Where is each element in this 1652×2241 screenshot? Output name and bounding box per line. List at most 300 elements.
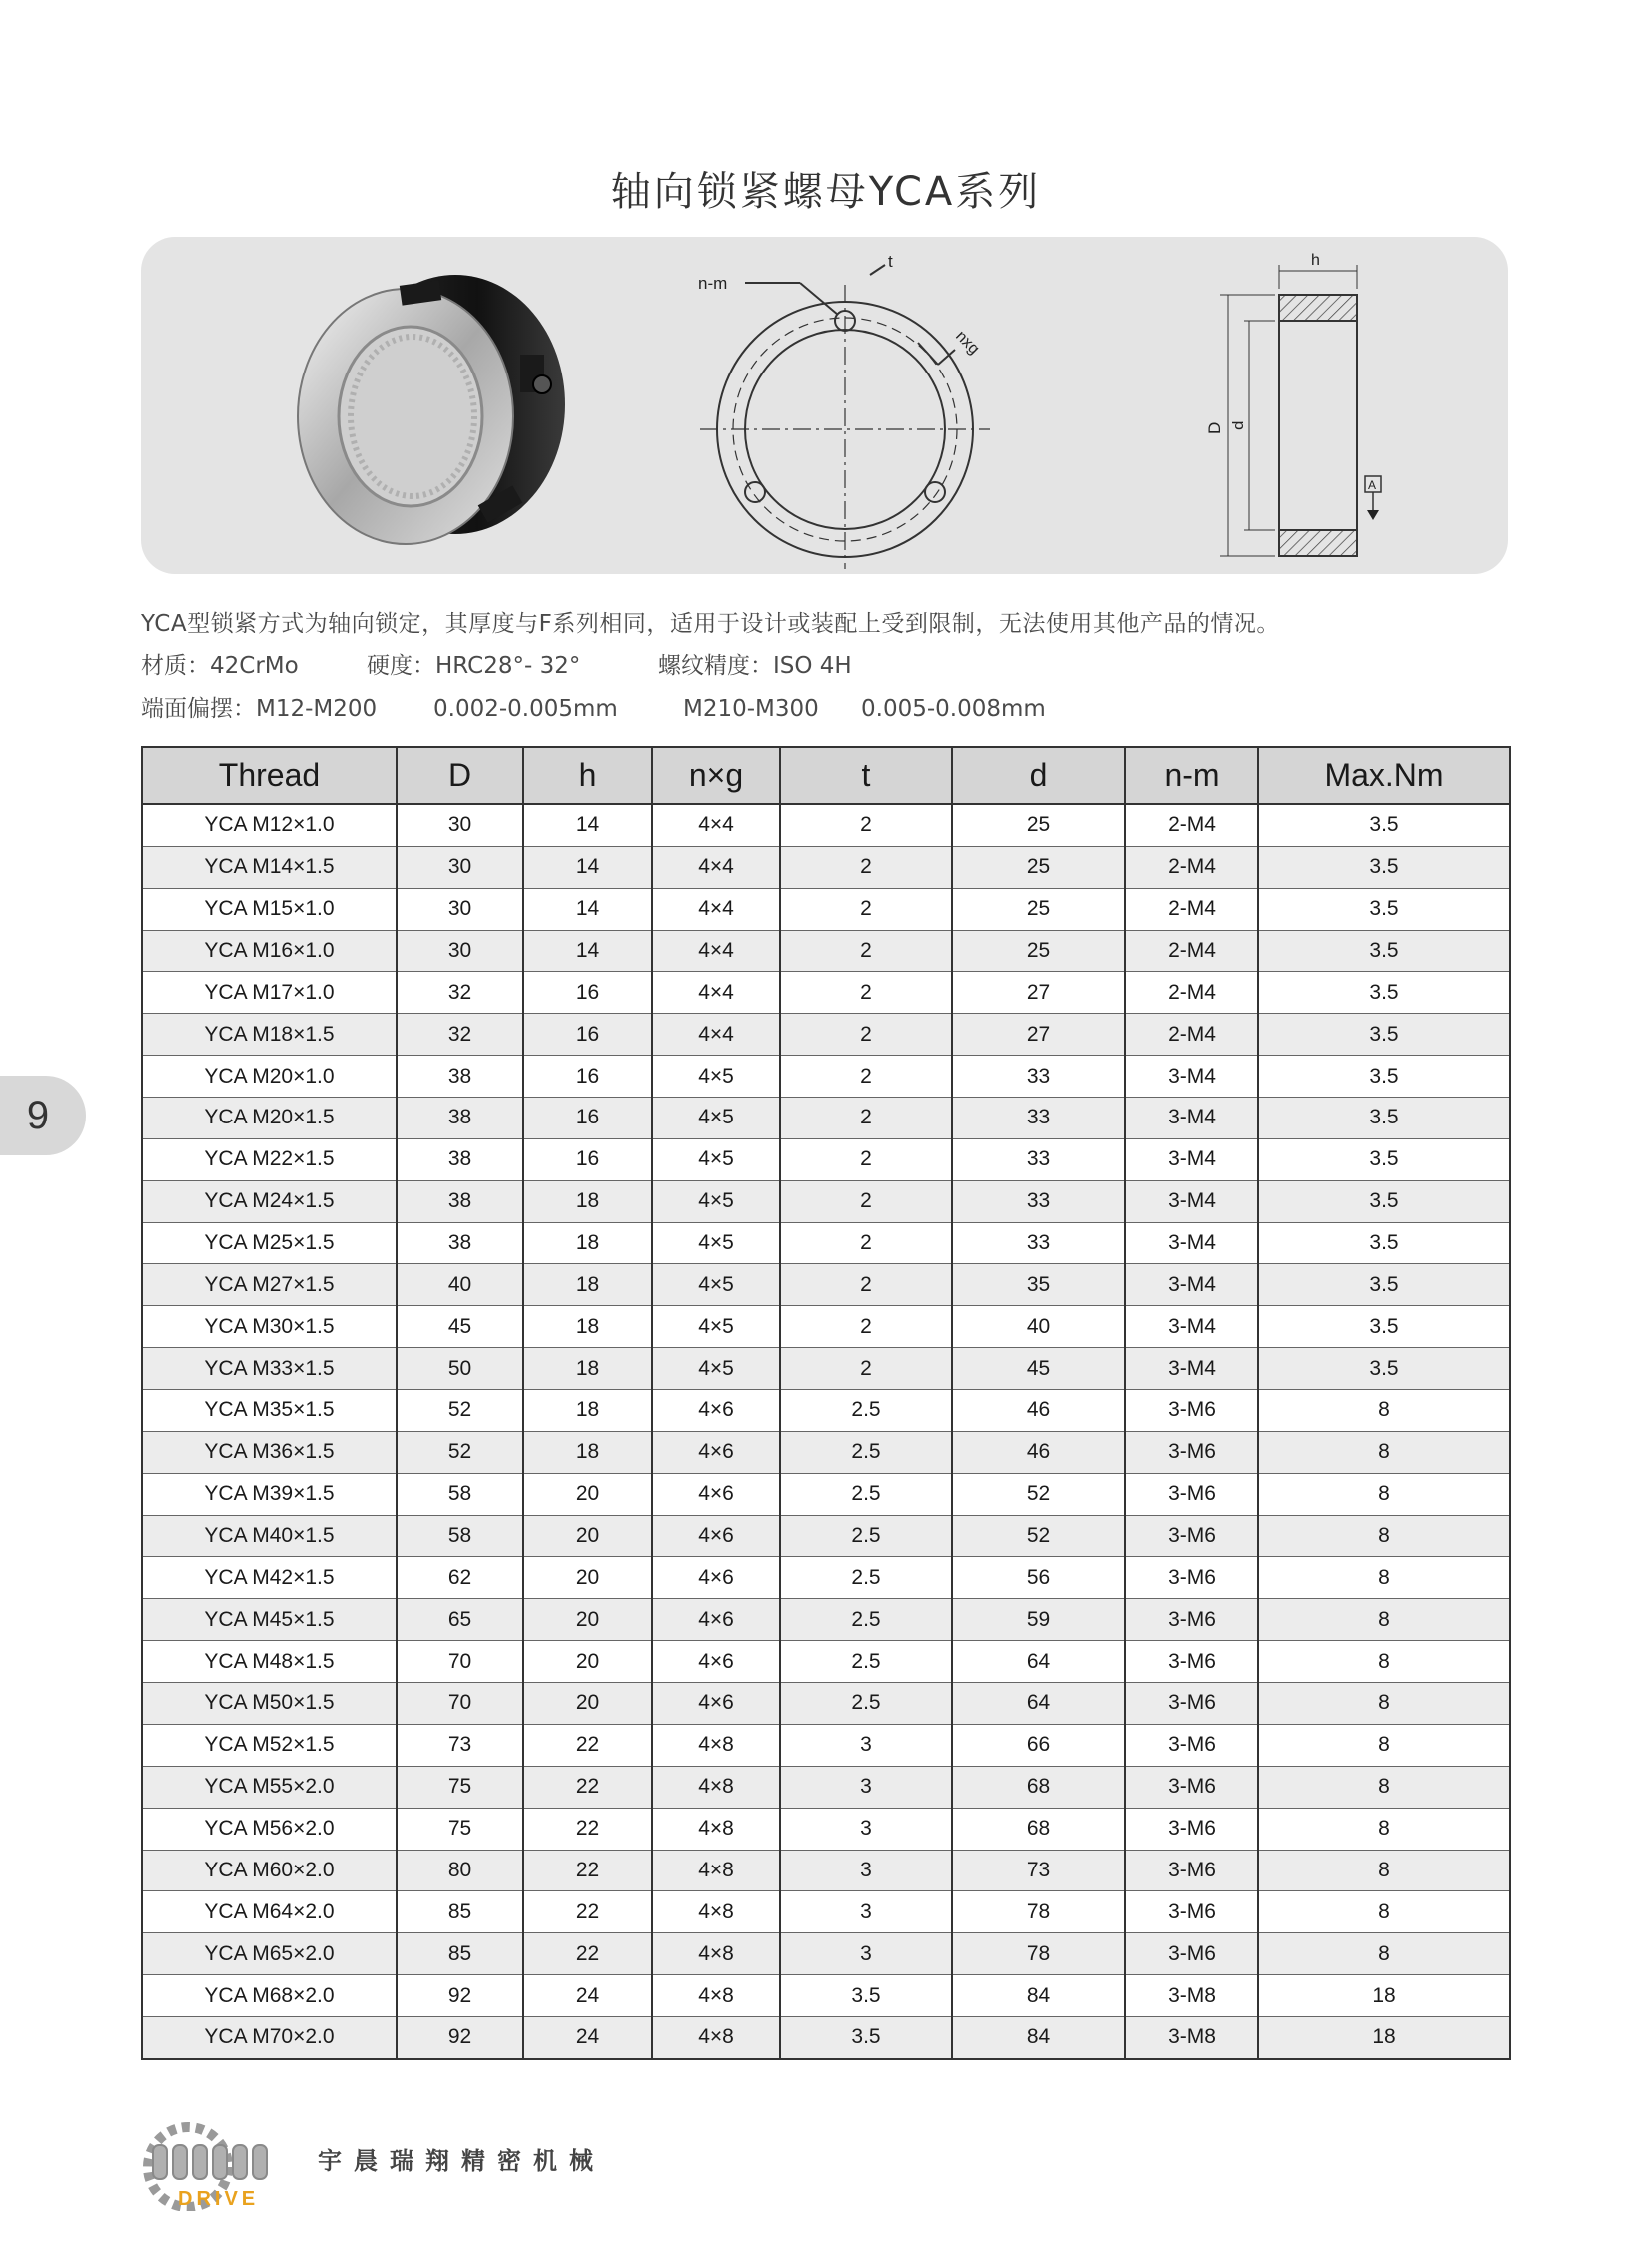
table-cell: 18 [523, 1264, 652, 1306]
table-cell: 18 [523, 1431, 652, 1473]
table-cell: 4×8 [652, 1975, 780, 2017]
table-cell: 38 [397, 1138, 523, 1180]
table-row [142, 1431, 1510, 1473]
table-cell: 3-M4 [1125, 1348, 1258, 1390]
table-cell: 68 [952, 1766, 1125, 1808]
table-cell: 27 [952, 1014, 1125, 1056]
table-cell: 2.5 [780, 1599, 952, 1641]
table-cell: 2-M4 [1125, 930, 1258, 972]
table-cell: 40 [952, 1306, 1125, 1348]
table-cell: 62 [397, 1557, 523, 1599]
table-cell: 4×4 [652, 804, 780, 846]
table-cell: 14 [523, 930, 652, 972]
table-cell: 64 [952, 1683, 1125, 1725]
table-cell: YCA M64×2.0 [142, 1891, 397, 1933]
table-row [142, 1014, 1510, 1056]
table-cell: 18 [1258, 1975, 1510, 2017]
table-cell: 2.5 [780, 1683, 952, 1725]
table-cell: 8 [1258, 1599, 1510, 1641]
table-cell: 2 [780, 1180, 952, 1222]
column-header: n-m [1125, 747, 1258, 804]
table-cell: 22 [523, 1933, 652, 1975]
table-cell: 2 [780, 1222, 952, 1264]
table-cell: 68 [952, 1808, 1125, 1850]
table-cell: 33 [952, 1138, 1125, 1180]
table-cell: 33 [952, 1098, 1125, 1139]
table-cell: 20 [523, 1683, 652, 1725]
table-cell: 3.5 [780, 2016, 952, 2059]
table-cell: 3-M4 [1125, 1056, 1258, 1098]
table-cell: YCA M56×2.0 [142, 1808, 397, 1850]
table-cell: 52 [397, 1431, 523, 1473]
thread-precision-text: 螺纹精度：ISO 4H [658, 653, 852, 679]
table-row [142, 1599, 1510, 1641]
table-cell: YCA M42×1.5 [142, 1557, 397, 1599]
table-row [142, 1850, 1510, 1891]
table-cell: 4×5 [652, 1098, 780, 1139]
lock-nut-photo [281, 257, 580, 556]
drive-logo [128, 2115, 308, 2211]
table-row [142, 1348, 1510, 1390]
table-cell: 22 [523, 1766, 652, 1808]
table-row [142, 1180, 1510, 1222]
table-cell: 4×5 [652, 1180, 780, 1222]
column-header: n×g [652, 747, 780, 804]
table-row [142, 1724, 1510, 1766]
table-cell: 3-M4 [1125, 1222, 1258, 1264]
table-cell: 18 [1258, 2016, 1510, 2059]
table-cell: 46 [952, 1431, 1125, 1473]
table-row [142, 930, 1510, 972]
table-cell: 3.5 [1258, 888, 1510, 930]
table-cell: 3.5 [1258, 1056, 1510, 1098]
table-cell: 8 [1258, 1390, 1510, 1432]
table-cell: 2 [780, 846, 952, 888]
table-cell: 14 [523, 804, 652, 846]
table-cell: 3.5 [1258, 972, 1510, 1014]
table-cell: 78 [952, 1891, 1125, 1933]
table-cell: 2-M4 [1125, 972, 1258, 1014]
table-cell: 92 [397, 2016, 523, 2059]
front-view-drawing [670, 245, 1010, 574]
table-cell: 4×8 [652, 1766, 780, 1808]
table-cell: 38 [397, 1180, 523, 1222]
table-cell: 2 [780, 888, 952, 930]
table-cell: 4×4 [652, 1014, 780, 1056]
table-cell: 16 [523, 1014, 652, 1056]
table-cell: 66 [952, 1724, 1125, 1766]
label-A: A [1368, 478, 1377, 492]
table-cell: 8 [1258, 1473, 1510, 1515]
column-header: t [780, 747, 952, 804]
table-cell: 2 [780, 1138, 952, 1180]
table-cell: 3.5 [1258, 804, 1510, 846]
table-cell: 3-M6 [1125, 1766, 1258, 1808]
table-cell: 20 [523, 1515, 652, 1557]
table-cell: 3 [780, 1766, 952, 1808]
table-cell: 14 [523, 888, 652, 930]
table-cell: 18 [523, 1306, 652, 1348]
table-cell: 3.5 [780, 1975, 952, 2017]
table-cell: 3 [780, 1724, 952, 1766]
table-cell: 16 [523, 1138, 652, 1180]
table-cell: 8 [1258, 1891, 1510, 1933]
table-cell: 64 [952, 1641, 1125, 1683]
table-cell: 4×6 [652, 1641, 780, 1683]
table-cell: 4×8 [652, 2016, 780, 2059]
table-cell: YCA M65×2.0 [142, 1933, 397, 1975]
table-cell: 25 [952, 804, 1125, 846]
table-row [142, 846, 1510, 888]
table-cell: 20 [523, 1473, 652, 1515]
table-cell: 4×5 [652, 1264, 780, 1306]
table-cell: 65 [397, 1599, 523, 1641]
table-row [142, 1390, 1510, 1432]
label-h: h [1311, 252, 1320, 269]
table-cell: 16 [523, 1056, 652, 1098]
column-header: h [523, 747, 652, 804]
table-cell: 2.5 [780, 1431, 952, 1473]
spec-line-material [141, 647, 852, 680]
table-cell: YCA M16×1.0 [142, 930, 397, 972]
table-row [142, 1808, 1510, 1850]
table-cell: 92 [397, 1975, 523, 2017]
table-cell: 20 [523, 1599, 652, 1641]
section-view-drawing [1200, 245, 1399, 574]
table-cell: 18 [523, 1180, 652, 1222]
table-cell: 8 [1258, 1808, 1510, 1850]
table-cell: 58 [397, 1473, 523, 1515]
table-cell: 4×6 [652, 1557, 780, 1599]
table-row [142, 1933, 1510, 1975]
table-cell: 20 [523, 1641, 652, 1683]
table-row [142, 1641, 1510, 1683]
table-cell: YCA M55×2.0 [142, 1766, 397, 1808]
table-cell: 3.5 [1258, 1014, 1510, 1056]
table-cell: 27 [952, 972, 1125, 1014]
table-cell: 2 [780, 1014, 952, 1056]
table-cell: 8 [1258, 1933, 1510, 1975]
table-cell: 3-M6 [1125, 1641, 1258, 1683]
table-cell: 3 [780, 1850, 952, 1891]
column-header: Thread [142, 747, 397, 804]
table-cell: 8 [1258, 1641, 1510, 1683]
table-cell: 4×5 [652, 1222, 780, 1264]
table-cell: 58 [397, 1515, 523, 1557]
table-cell: YCA M33×1.5 [142, 1348, 397, 1390]
table-cell: YCA M60×2.0 [142, 1850, 397, 1891]
table-cell: 73 [952, 1850, 1125, 1891]
table-cell: 33 [952, 1222, 1125, 1264]
table-row [142, 1306, 1510, 1348]
table-cell: 2 [780, 1306, 952, 1348]
table-cell: 3-M6 [1125, 1557, 1258, 1599]
table-cell: 3-M6 [1125, 1683, 1258, 1725]
table-cell: YCA M39×1.5 [142, 1473, 397, 1515]
table-cell: YCA M22×1.5 [142, 1138, 397, 1180]
table-cell: 18 [523, 1348, 652, 1390]
table-cell: 85 [397, 1933, 523, 1975]
table-cell: 45 [952, 1348, 1125, 1390]
page-title: 轴向锁紧螺母YCA系列 [610, 169, 1042, 215]
table-cell: 14 [523, 846, 652, 888]
table-cell: 25 [952, 930, 1125, 972]
table-cell: 3-M6 [1125, 1515, 1258, 1557]
table-cell: YCA M40×1.5 [142, 1515, 397, 1557]
spec-line-runout [141, 690, 1046, 723]
table-cell: 8 [1258, 1515, 1510, 1557]
table-row [142, 1473, 1510, 1515]
table-cell: 52 [952, 1515, 1125, 1557]
table-cell: 4×5 [652, 1306, 780, 1348]
table-cell: 25 [952, 846, 1125, 888]
table-cell: 4×6 [652, 1390, 780, 1432]
table-cell: 70 [397, 1641, 523, 1683]
table-cell: 2.5 [780, 1557, 952, 1599]
table-cell: 2 [780, 1264, 952, 1306]
table-cell: 3.5 [1258, 1222, 1510, 1264]
table-cell: 24 [523, 1975, 652, 2017]
table-row [142, 1557, 1510, 1599]
table-cell: 3 [780, 1891, 952, 1933]
table-cell: 46 [952, 1390, 1125, 1432]
table-cell: 4×6 [652, 1515, 780, 1557]
table-cell: 18 [523, 1222, 652, 1264]
table-cell: 2.5 [780, 1473, 952, 1515]
runout-large-range: M210-M300 [683, 696, 819, 722]
table-cell: 75 [397, 1766, 523, 1808]
table-cell: 22 [523, 1808, 652, 1850]
table-cell: 75 [397, 1808, 523, 1850]
table-cell: 32 [397, 1014, 523, 1056]
table-cell: 80 [397, 1850, 523, 1891]
table-header-row [142, 747, 1510, 804]
table-cell: 4×6 [652, 1683, 780, 1725]
table-cell: YCA M18×1.5 [142, 1014, 397, 1056]
table-cell: 3-M4 [1125, 1264, 1258, 1306]
table-cell: 3-M4 [1125, 1180, 1258, 1222]
table-cell: 2.5 [780, 1641, 952, 1683]
table-cell: 84 [952, 2016, 1125, 2059]
table-cell: 2 [780, 804, 952, 846]
table-row [142, 1683, 1510, 1725]
table-cell: 2-M4 [1125, 804, 1258, 846]
table-cell: 2 [780, 930, 952, 972]
table-cell: 52 [397, 1390, 523, 1432]
runout-small: 0.002-0.005mm [433, 696, 618, 722]
table-cell: YCA M48×1.5 [142, 1641, 397, 1683]
table-cell: 3-M6 [1125, 1724, 1258, 1766]
table-cell: 4×8 [652, 1724, 780, 1766]
table-cell: YCA M20×1.5 [142, 1098, 397, 1139]
table-cell: 3.5 [1258, 1180, 1510, 1222]
table-cell: 3.5 [1258, 846, 1510, 888]
table-cell: 4×4 [652, 930, 780, 972]
table-cell: 3-M6 [1125, 1390, 1258, 1432]
table-cell: 4×6 [652, 1431, 780, 1473]
table-cell: YCA M45×1.5 [142, 1599, 397, 1641]
table-cell: YCA M68×2.0 [142, 1975, 397, 2017]
table-row [142, 1766, 1510, 1808]
table-cell: 78 [952, 1933, 1125, 1975]
table-cell: 25 [952, 888, 1125, 930]
table-cell: 33 [952, 1180, 1125, 1222]
table-cell: 16 [523, 972, 652, 1014]
table-cell: 45 [397, 1306, 523, 1348]
table-cell: 40 [397, 1264, 523, 1306]
table-cell: 3-M4 [1125, 1098, 1258, 1139]
table-cell: 3-M6 [1125, 1933, 1258, 1975]
runout-label: 端面偏摆：M12-M200 [141, 696, 378, 722]
table-cell: 2 [780, 1056, 952, 1098]
material-text: 材质：42CrMo [141, 653, 299, 679]
table-cell: 4×8 [652, 1850, 780, 1891]
table-cell: 8 [1258, 1557, 1510, 1599]
table-cell: 33 [952, 1056, 1125, 1098]
table-cell: 4×5 [652, 1348, 780, 1390]
description-text: YCA型锁紧方式为轴向锁定，其厚度与F系列相同，适用于设计或装配上受到限制，无法使用其他产品的情况。 [141, 611, 1280, 637]
table-cell: 3-M6 [1125, 1599, 1258, 1641]
table-cell: 4×8 [652, 1933, 780, 1975]
table-cell: YCA M12×1.0 [142, 804, 397, 846]
table-cell: 38 [397, 1098, 523, 1139]
table-row [142, 1515, 1510, 1557]
table-cell: 18 [523, 1390, 652, 1432]
table-cell: 30 [397, 930, 523, 972]
table-cell: YCA M52×1.5 [142, 1724, 397, 1766]
table-cell: 8 [1258, 1683, 1510, 1725]
table-cell: 2-M4 [1125, 1014, 1258, 1056]
table-row [142, 1975, 1510, 2017]
table-cell: 3-M6 [1125, 1891, 1258, 1933]
table-cell: 22 [523, 1724, 652, 1766]
table-cell: 3-M6 [1125, 1808, 1258, 1850]
table-row [142, 888, 1510, 930]
table-cell: YCA M15×1.0 [142, 888, 397, 930]
table-cell: 56 [952, 1557, 1125, 1599]
table-cell: 2 [780, 972, 952, 1014]
product-figure-panel [141, 237, 1508, 574]
table-cell: 8 [1258, 1850, 1510, 1891]
table-cell: 3-M6 [1125, 1850, 1258, 1891]
table-cell: 8 [1258, 1724, 1510, 1766]
table-cell: YCA M36×1.5 [142, 1431, 397, 1473]
table-cell: 2.5 [780, 1515, 952, 1557]
table-cell: 2-M4 [1125, 846, 1258, 888]
table-row [142, 1891, 1510, 1933]
table-cell: 2-M4 [1125, 888, 1258, 930]
table-cell: 2 [780, 1098, 952, 1139]
table-cell: 35 [952, 1264, 1125, 1306]
table-cell: 84 [952, 1975, 1125, 2017]
table-cell: 3-M4 [1125, 1138, 1258, 1180]
label-t: t [888, 252, 893, 271]
label-d: d [1229, 420, 1247, 430]
table-cell: YCA M25×1.5 [142, 1222, 397, 1264]
table-row [142, 1222, 1510, 1264]
table-cell: YCA M17×1.0 [142, 972, 397, 1014]
table-cell: 3.5 [1258, 930, 1510, 972]
table-row [142, 1138, 1510, 1180]
table-cell: 3.5 [1258, 1306, 1510, 1348]
table-cell: 73 [397, 1724, 523, 1766]
table-row [142, 1098, 1510, 1139]
table-cell: 3.5 [1258, 1348, 1510, 1390]
table-cell: 22 [523, 1891, 652, 1933]
table-cell: YCA M30×1.5 [142, 1306, 397, 1348]
table-cell: 8 [1258, 1766, 1510, 1808]
table-cell: 4×5 [652, 1138, 780, 1180]
table-cell: 52 [952, 1473, 1125, 1515]
table-cell: YCA M14×1.5 [142, 846, 397, 888]
table-cell: 38 [397, 1056, 523, 1098]
table-row [142, 1056, 1510, 1098]
table-row [142, 1264, 1510, 1306]
table-cell: YCA M35×1.5 [142, 1390, 397, 1432]
table-cell: 38 [397, 1222, 523, 1264]
label-n-m: n-m [698, 274, 728, 293]
table-cell: 16 [523, 1098, 652, 1139]
table-cell: 24 [523, 2016, 652, 2059]
table-cell: 22 [523, 1850, 652, 1891]
table-cell: 3-M8 [1125, 1975, 1258, 2017]
table-row [142, 804, 1510, 846]
table-cell: 8 [1258, 1431, 1510, 1473]
table-cell: 30 [397, 888, 523, 930]
table-cell: YCA M70×2.0 [142, 2016, 397, 2059]
column-header: d [952, 747, 1125, 804]
table-cell: 3.5 [1258, 1138, 1510, 1180]
company-name: 宇晨瑞翔精密机械 [318, 2147, 605, 2175]
hardness-text: 硬度：HRC28°- 32° [367, 653, 581, 679]
logo-text: DRIVE [178, 2188, 260, 2210]
table-cell: 20 [523, 1557, 652, 1599]
table-cell: 4×4 [652, 972, 780, 1014]
table-row [142, 972, 1510, 1014]
table-cell: YCA M24×1.5 [142, 1180, 397, 1222]
table-cell: 3-M8 [1125, 2016, 1258, 2059]
spec-table [141, 746, 1511, 2060]
table-cell: YCA M27×1.5 [142, 1264, 397, 1306]
table-cell: 2 [780, 1348, 952, 1390]
table-cell: 3-M4 [1125, 1306, 1258, 1348]
column-header: D [397, 747, 523, 804]
table-cell: 50 [397, 1348, 523, 1390]
table-cell: 3 [780, 1808, 952, 1850]
column-header: Max.Nm [1258, 747, 1510, 804]
table-cell: YCA M50×1.5 [142, 1683, 397, 1725]
table-row [142, 2016, 1510, 2059]
runout-large: 0.005-0.008mm [861, 696, 1046, 722]
page-number-tab: 9 [0, 1076, 86, 1155]
table-cell: 32 [397, 972, 523, 1014]
table-cell: 3.5 [1258, 1264, 1510, 1306]
table-cell: 4×6 [652, 1599, 780, 1641]
table-cell: 4×4 [652, 888, 780, 930]
table-cell: 3-M6 [1125, 1473, 1258, 1515]
table-cell: 30 [397, 846, 523, 888]
table-cell: 85 [397, 1891, 523, 1933]
table-cell: 59 [952, 1599, 1125, 1641]
table-cell: 3-M6 [1125, 1431, 1258, 1473]
table-cell: 2.5 [780, 1390, 952, 1432]
table-cell: 4×5 [652, 1056, 780, 1098]
label-D: D [1205, 421, 1224, 434]
table-cell: 3.5 [1258, 1098, 1510, 1139]
table-cell: 4×8 [652, 1808, 780, 1850]
table-cell: 3 [780, 1933, 952, 1975]
table-cell: 4×4 [652, 846, 780, 888]
